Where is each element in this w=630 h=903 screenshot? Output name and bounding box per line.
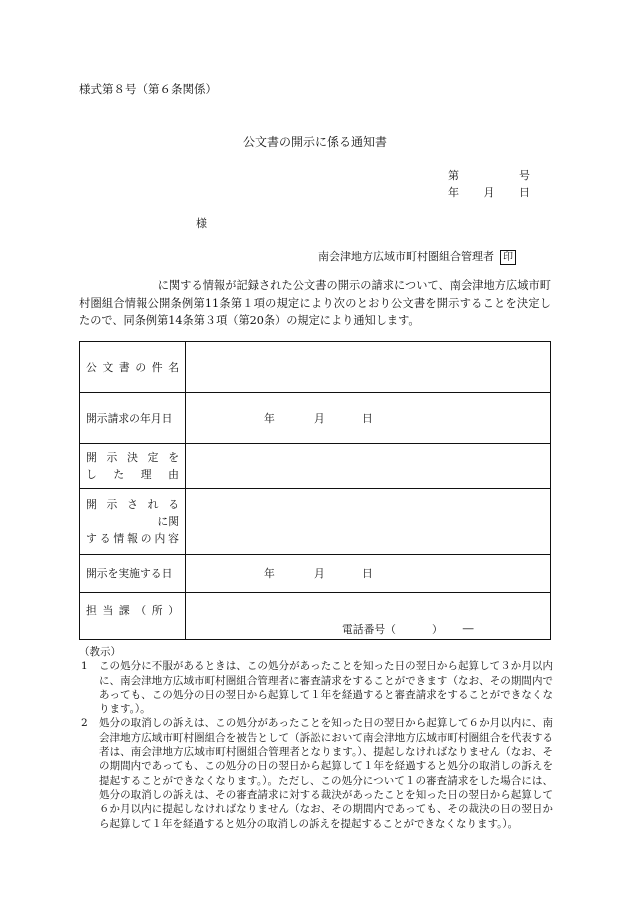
impl-date-label: 開示を実施する日 [80,555,186,593]
addressee-suffix: 様 [196,217,207,230]
number-suffix: 号 [519,169,530,182]
phone-line [192,622,544,637]
info-label [80,489,186,555]
note-text: この処分に不服があるときは、この処分があったことを知った日の翌日から起算して３か月以内に、南会津地方広域市町村圏組合管理者に審査請求をすることができます（なお、その期間内であっても、この処分の日の翌日から起算して１年を経過すると審査請求をすることができなくなります。）。 [99,660,553,716]
document-date [448,184,530,200]
intro-paragraph: に関する情報が記録された公文書の開示の請求について、南会津地方広域市町村圏組合情報公開条例第11条第１項の規定により次のとおり公文書を開示することを決定したので、同条例第14条第３項（第20条）の規定により通知します。 [79,279,551,327]
doc-name-label [80,342,186,393]
impl-day: 日 [362,567,373,580]
date-month: 月 [483,186,495,199]
notes-section [79,645,553,831]
charge-label-text: 担 当 課 （ 所 ） [86,604,179,617]
date-day: 日 [519,186,530,199]
doc-name-value[interactable] [186,342,551,393]
request-year: 年 [264,411,275,425]
document-title: 公文書の開示に係る通知書 [242,135,387,149]
phone-label: 電話番号（ [342,623,396,636]
notes-heading: （教示） [79,646,121,658]
note-item [79,659,553,716]
info-label-line3: す る 情 報 の 内 容 [86,532,179,545]
disclosure-table [79,341,551,640]
request-date-label: 開示請求の年月日 [80,393,186,444]
charge-label [80,593,186,640]
impl-date-value[interactable] [186,555,551,593]
charge-value[interactable] [186,593,551,640]
reason-label-line2: し た 理 由 [86,468,179,481]
doc-name-label-text: 公 文 書 の 件 名 [86,360,179,374]
note-item [79,716,553,830]
request-day: 日 [362,411,373,425]
sender [318,248,516,265]
request-date-value[interactable] [186,393,551,444]
phone-paren: ） [431,623,443,636]
impl-month: 月 [314,567,325,580]
note-number: 1 [81,660,88,673]
form-number: 様式第８号（第６条関係） [79,82,217,96]
sender-name: 南会津地方広域市町村圏組合管理者 [318,250,494,263]
reason-label [80,444,186,489]
info-label-line2: に関 [157,515,179,528]
info-label-line1: 開 示 さ れ る [86,498,179,511]
reason-value[interactable] [186,444,551,489]
document-number [448,167,530,183]
number-prefix: 第 [448,169,459,182]
note-text: 処分の取消しの訴えは、この処分があったことを知った日の翌日から起算して６か月以内に、南会津地方広域市町村圏組合を被告として（訴訟において南会津地方広域市町村圏組合を代表する者は、南会津地方広域市町村圏組合管理者となります。）、提起しなければなりません（なお、その期間内であっても、この処分の日の翌日から起算して１年を経過すると処分の取消しの訴えを提起することができなくなります。）。ただし、この処分について１の審査請求をした場合には、処分の取消しの訴えは、その審査請求に対する裁決があったことを知った日の翌日から起算して６か月以内に提起しなければなりません（なお、その期間内であっても、その裁決の日の翌日から起算して１年を経過すると処分の取消しの訴えを提起することができなくなります。）。 [99,717,553,830]
seal-mark: 印 [500,250,516,265]
info-value[interactable] [186,489,551,555]
reason-label-line1: 開 示 決 定 を [86,451,179,464]
note-number: 2 [81,717,88,730]
request-month: 月 [314,411,325,425]
impl-year: 年 [264,567,275,580]
date-year: 年 [448,186,459,199]
phone-dash: ― [462,622,474,635]
